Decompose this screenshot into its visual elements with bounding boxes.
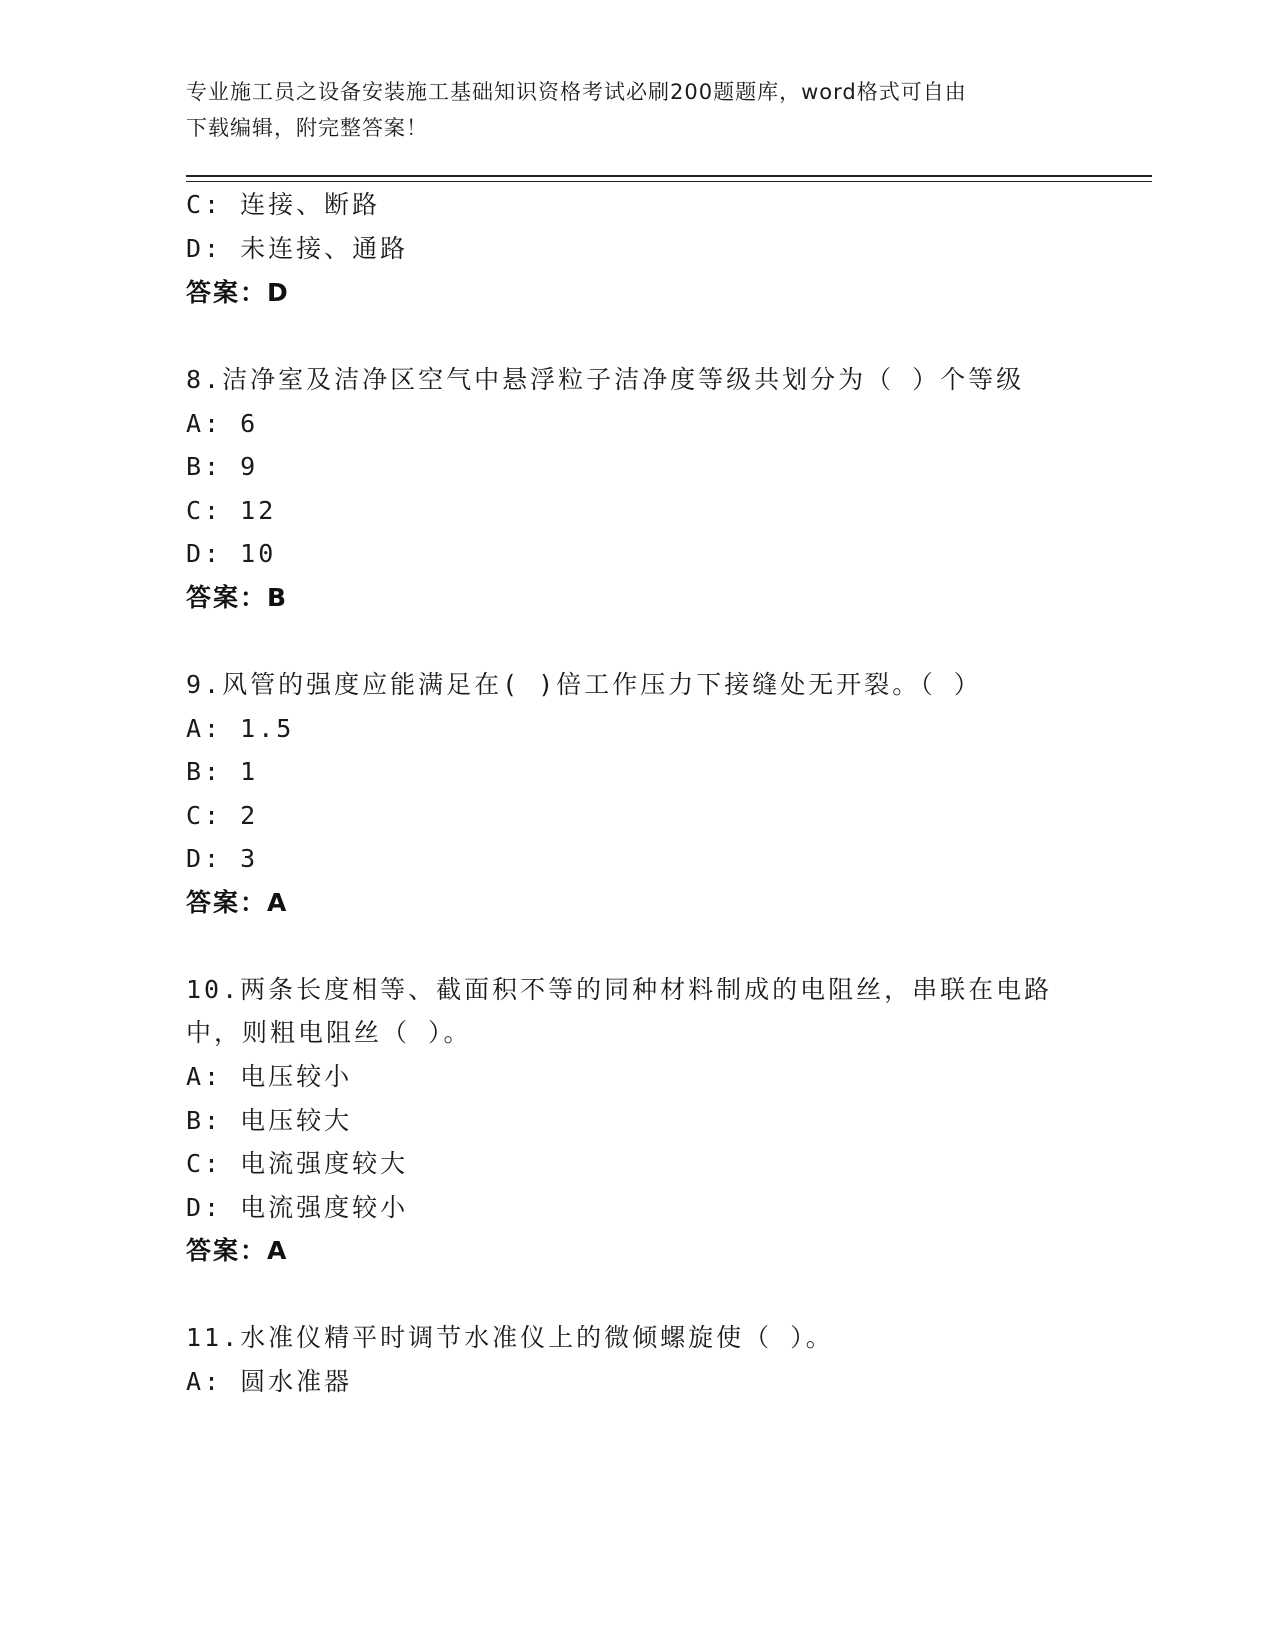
document-header <box>186 74 1066 146</box>
q10-answer: 答案：A <box>186 1236 289 1265</box>
header-title-line-2: 下载编辑，附完整答案！ <box>186 116 428 140</box>
q7-option-d: D: 未连接、通路 <box>186 234 409 263</box>
q10-option-d: D: 电流强度较小 <box>186 1193 409 1222</box>
q8-answer: 答案：B <box>186 583 289 612</box>
header-divider-thick <box>186 175 1152 177</box>
q9-option-d: D: 3 <box>186 844 259 873</box>
q11-question: 11.水准仪精平时调节水准仪上的微倾螺旋使（ ）。 <box>186 1323 834 1352</box>
header-divider-thin <box>186 181 1152 182</box>
q7-option-c: C: 连接、断路 <box>186 190 381 219</box>
q8-option-c: C: 12 <box>186 496 277 525</box>
q9-option-b: B: 1 <box>186 757 259 786</box>
q9-answer: 答案：A <box>186 888 289 917</box>
q9-option-a: A: 1.5 <box>186 714 295 743</box>
q8-option-a: A: 6 <box>186 409 259 438</box>
q10-question-line-1: 10.两条长度相等、截面积不等的同种材料制成的电阻丝，串联在电路 <box>186 975 1053 1004</box>
q10-question-line-2: 中，则粗电阻丝（ ）。 <box>186 1018 472 1047</box>
q9-question: 9.风管的强度应能满足在( )倍工作压力下接缝处无开裂。（ ） <box>186 670 982 699</box>
q10-option-b: B: 电压较大 <box>186 1106 353 1135</box>
q10-option-a: A: 电压较小 <box>186 1062 353 1091</box>
q8-option-b: B: 9 <box>186 452 259 481</box>
q8-question: 8.洁净室及洁净区空气中悬浮粒子洁净度等级共划分为（ ）个等级 <box>186 365 1025 394</box>
header-title-line-1: 专业施工员之设备安装施工基础知识资格考试必刷200题题库，word格式可自由 <box>186 80 967 104</box>
q11-option-a: A: 圆水准器 <box>186 1367 353 1396</box>
q10-option-c: C: 电流强度较大 <box>186 1149 409 1178</box>
q7-answer: 答案：D <box>186 278 290 307</box>
q8-option-d: D: 10 <box>186 539 277 568</box>
q9-option-c: C: 2 <box>186 801 259 830</box>
